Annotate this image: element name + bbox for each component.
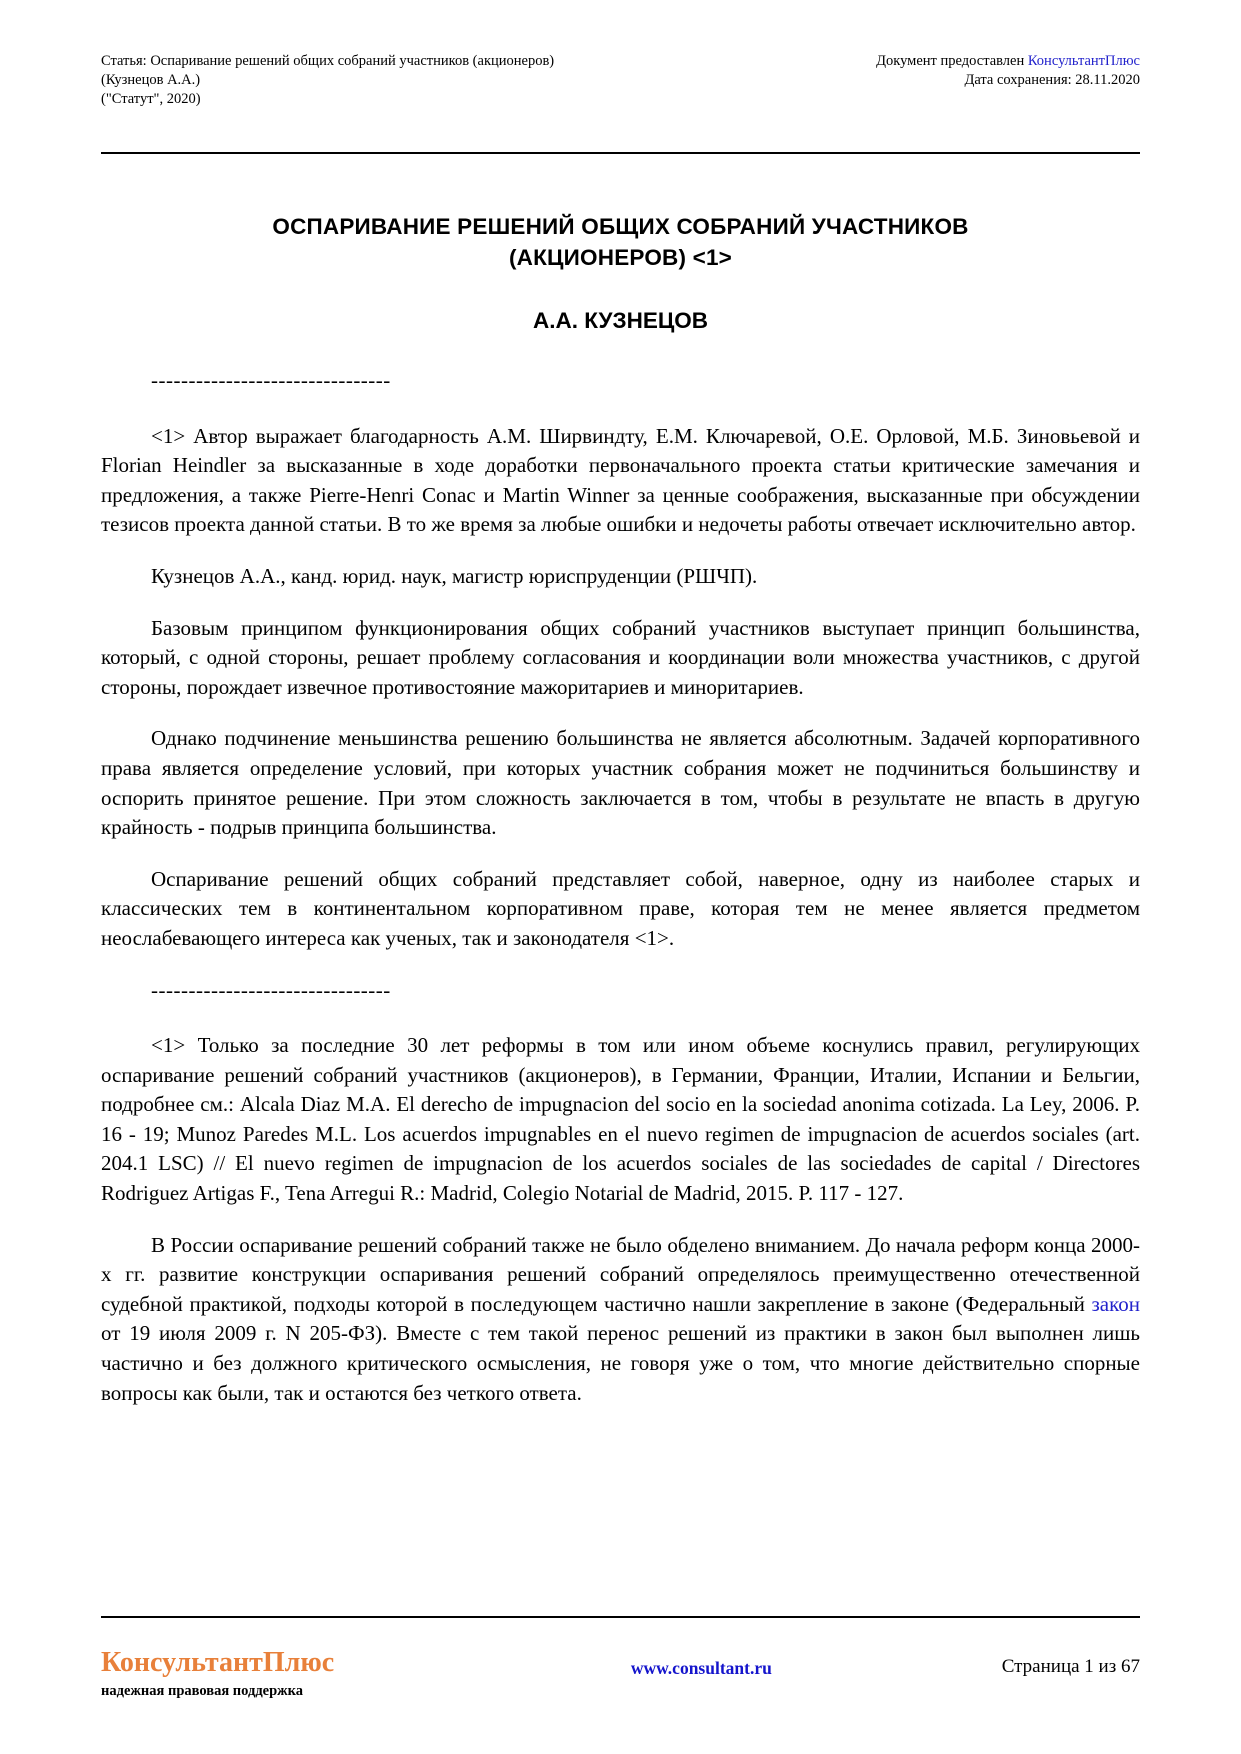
- paragraph-russia-text-part-1: В России оспаривание решений собраний также не было обделено вниманием. До начала реформ конца 2000-х гг. развитие конструкции оспаривания решений собраний определялось преимущественно отечественной судебной практикой, подходы которой в последующем частично нашли закрепление в законе (Федеральный: [101, 1232, 1140, 1316]
- paragraph-majority-principle: Базовым принципом функционирования общих собраний участников выступает принцип большинства, который, с одной стороны, решает проблему согласования и координации воли множества участников, с другой стороны, порождает извечное противостояние мажоритариев и миноритариев.: [101, 615, 1140, 699]
- paragraph-russia-history: [101, 1231, 1140, 1409]
- law-reference-link[interactable]: закон: [1091, 1291, 1140, 1316]
- footer-divider-rule: [101, 1616, 1140, 1618]
- document-body: [101, 366, 1140, 1408]
- header-source-info: [101, 52, 554, 109]
- logo-wordmark: КонсультантПлюс: [101, 1647, 335, 1678]
- footer-page-number: Страница 1 из 67: [1001, 1656, 1140, 1677]
- consultant-plus-logo: [101, 1648, 401, 1700]
- document-author: А.А. КУЗНЕЦОВ: [532, 308, 709, 333]
- header-brand-name: КонсультантПлюс: [1027, 53, 1140, 69]
- header-divider-rule: [101, 152, 1140, 154]
- paragraph-footnote-1: <1> Автор выражает благодарность А.М. Ширвиндту, Е.М. Ключаревой, О.Е. Орловой, М.Б. Зиновьевой и Florian Heindler за высказанные в ходе доработки первоначального проекта статьи критические замечания и предложения, а также Pierre-Henri Conac и Martin Winner за ценные соображения, высказанные при обсуждении тезисов проекта данной статьи. В то же время за любые ошибки и недочеты работы отвечает исключительно автор.: [101, 423, 1140, 537]
- document-header: [101, 52, 1140, 109]
- header-provider-info: [876, 52, 1140, 90]
- footnote-separator-1: --------------------------------: [151, 368, 391, 392]
- paragraph-russia-text-part-2: от 19 июля 2009 г. N 205-ФЗ). Вместе с тем такой перенос решений из практики в закон был выполнен лишь частично и без должного критического осмысления, не говоря уже о том, что многие действительно спорные вопросы как были, так и остаются без четкого ответа.: [101, 1321, 1140, 1405]
- title-block: [101, 211, 1140, 336]
- page-title: [101, 211, 1140, 273]
- header-source-line-1: Статья: Оспаривание решений общих собраний участников (акционеров): [101, 53, 555, 69]
- paragraph-minority-submission: Однако подчинение меньшинства решению большинства не является абсолютным. Задачей корпоративного права является определение условий, при которых участник собрания может не подчиниться большинству и оспорить принятое решение. При этом сложность заключается в том, чтобы в результате не впасть в другую крайность - подрыв принципа большинства.: [101, 726, 1140, 840]
- page-title-line-2: (АКЦИОНЕРОВ) <1>: [508, 245, 733, 270]
- header-source-line-2: (Кузнецов А.А.): [101, 72, 201, 88]
- footnote-separator-2: --------------------------------: [151, 977, 391, 1002]
- document-footer: [101, 1648, 1140, 1700]
- footer-website-link[interactable]: www.consultant.ru: [630, 1658, 772, 1678]
- paragraph-author-bio: Кузнецов А.А., канд. юрид. наук, магистр юриспруденции (РШЧП).: [151, 563, 758, 588]
- header-saved-date: Дата сохранения: 28.11.2020: [964, 72, 1140, 88]
- header-provided-by: [876, 52, 1140, 71]
- paragraph-classic-topic: Оспаривание решений общих собраний представляет собой, наверное, одну из наиболее старых и классических тем в континентальном корпоративном праве, которая тем не менее является предметом неослабевающего интереса как ученых, так и законодателя <1>.: [101, 866, 1140, 950]
- page-title-line-1: ОСПАРИВАНИЕ РЕШЕНИЙ ОБЩИХ СОБРАНИЙ УЧАСТНИКОВ: [272, 214, 969, 239]
- logo-tagline: надежная правовая поддержка: [101, 1683, 304, 1699]
- header-source-line-3: ("Статут", 2020): [101, 91, 201, 107]
- paragraph-footnote-2: <1> Только за последние 30 лет реформы в том или ином объеме коснулись правил, регулирующих оспаривание решений собраний участников (акционеров), в Германии, Франции, Италии, Испании и Бельгии, подробнее см.: Alcala Diaz M.A. El derecho de impugnacion del socio en la sociedad anonima cotizada. La Ley, 2006. P. 16 - 19; Munoz Paredes M.L. Los acuerdos impugnables en el nuevo regimen de impugnacion de acuerdos sociales (art. 204.1 LSC) // El nuevo regimen de impugnacion de los acuerdos sociales de las sociedades de capital / Directores Rodriguez Artigas F., Tena Arregui R.: Madrid, Colegio Notarial de Madrid, 2015. P. 117 - 127.: [101, 1033, 1140, 1206]
- header-provided-prefix: Документ предоставлен: [876, 53, 1028, 69]
